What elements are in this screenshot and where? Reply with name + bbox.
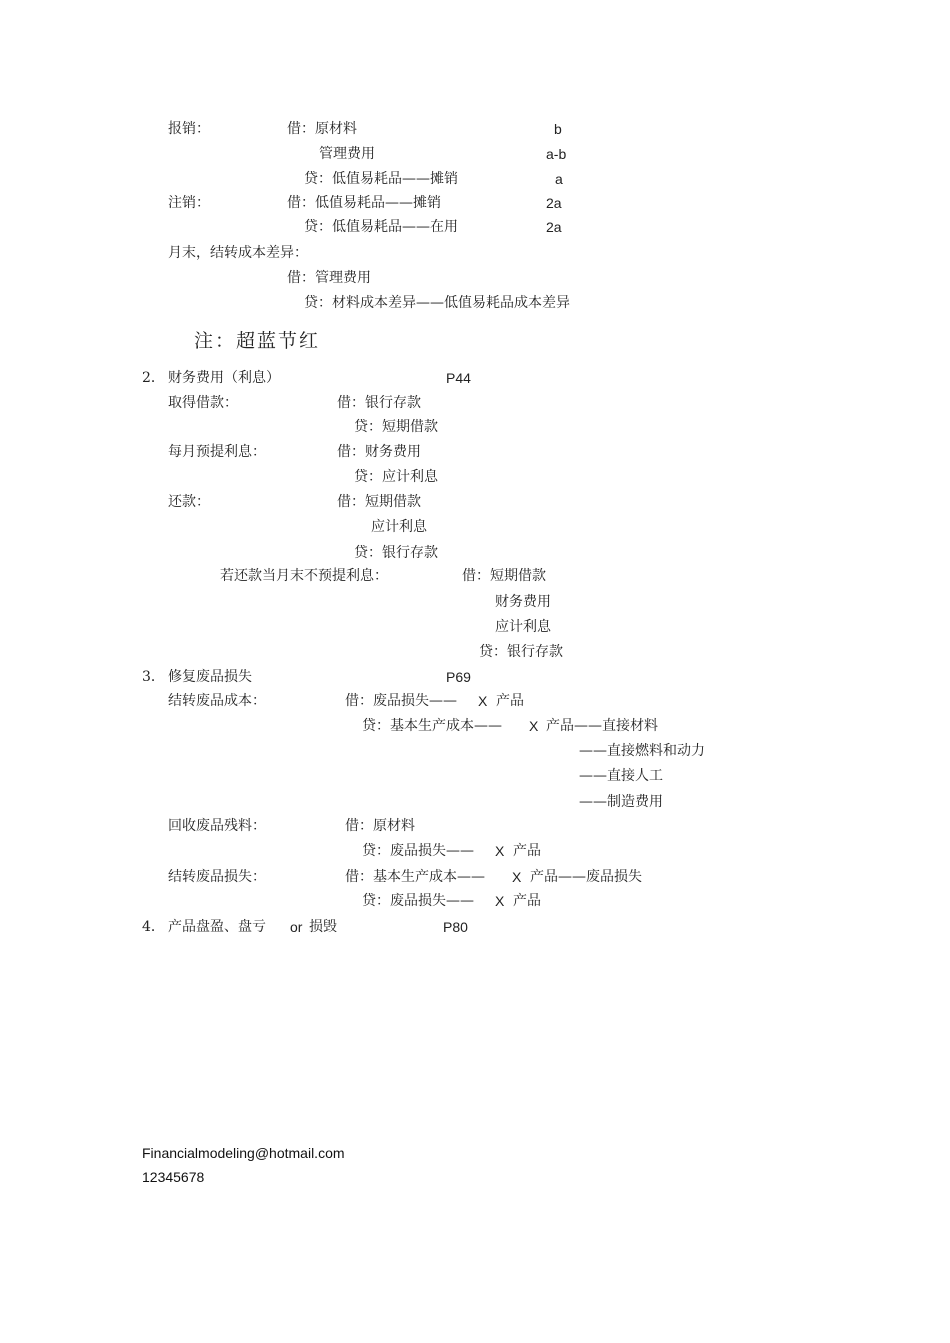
credit-line: 贷：废品损失—— [362,843,474,859]
credit-subaccount: ——直接人工 [579,768,663,784]
debit-line: 借：原材料 [287,121,357,137]
debit-line: 借：低值易耗品——摊销 [287,195,441,211]
entry-label-sunshi: 结转废品损失： [168,869,266,885]
credit-line: 产品 [513,893,541,909]
page-ref: P69 [446,669,471,685]
product-x: X [478,693,488,709]
debit-line: 产品 [496,693,524,709]
product-x: X [512,869,522,885]
debit-line: 财务费用 [495,594,551,610]
amount: a-b [546,146,567,162]
debit-line: 借：废品损失—— [345,693,457,709]
credit-line: 贷：基本生产成本—— [362,718,502,734]
entry-label-jiezhuan: 结转废品成本： [168,693,266,709]
amount: 2a [546,219,562,235]
section-number: 3． [142,669,165,685]
credit-line: 贷：材料成本差异——低值易耗品成本差异 [304,295,570,311]
entry-label-yuemo: 月末，结转成本差异： [168,245,308,261]
credit-line: 贷：银行存款 [354,545,438,561]
debit-line: 产品——废品损失 [530,869,642,885]
footer-phone: 12345678 [142,1169,205,1185]
entry-label-huankuan: 还款： [168,494,210,510]
credit-line: 产品 [513,843,541,859]
credit-subaccount: ——直接燃料和动力 [579,743,705,759]
section-title: 财务费用（利息） [168,370,280,386]
footer-email: Financialmodeling@hotmail.com [142,1145,345,1161]
section-title: 产品盘盈、盘亏 [168,919,266,935]
entry-label-yuti: 每月预提利息： [168,444,266,460]
credit-line: 贷：废品损失—— [362,893,474,909]
section-number: 2． [142,370,165,386]
amount: a [555,171,563,187]
product-x: X [529,718,539,734]
section-title: 损毁 [309,919,337,935]
debit-line: 管理费用 [319,146,375,162]
note-text: 注：超蓝节红 [194,330,321,352]
credit-line: 贷：短期借款 [354,419,438,435]
section-number: 4． [142,919,165,935]
credit-line: 贷：低值易耗品——在用 [304,219,458,235]
product-x: X [495,843,505,859]
amount: b [554,121,562,137]
product-x: X [495,893,505,909]
debit-line: 借：短期借款 [462,568,546,584]
entry-label-baoxiao: 报销： [168,121,210,137]
debit-line: 借：财务费用 [337,444,421,460]
page-ref: P80 [443,919,468,935]
entry-label-huishou: 回收废品残料： [168,818,266,834]
credit-line: 产品——直接材料 [546,718,658,734]
section-title: 修复废品损失 [168,669,252,685]
amount: 2a [546,195,562,211]
debit-line: 应计利息 [495,619,551,635]
credit-line: 贷：低值易耗品——摊销 [304,171,458,187]
debit-line: 借：基本生产成本—— [345,869,485,885]
credit-line: 贷：应计利息 [354,469,438,485]
page-ref: P44 [446,370,471,386]
debit-line: 借：原材料 [345,818,415,834]
section-title-or: or [290,919,303,935]
debit-line: 借：管理费用 [287,270,371,286]
debit-line: 借：银行存款 [337,395,421,411]
debit-line: 应计利息 [371,519,427,535]
credit-subaccount: ——制造费用 [579,794,663,810]
entry-label-buyuti: 若还款当月末不预提利息： [220,568,388,584]
debit-line: 借：短期借款 [337,494,421,510]
entry-label-zhuxiao: 注销： [168,195,210,211]
credit-line: 贷：银行存款 [479,644,563,660]
entry-label-qude: 取得借款： [168,395,238,411]
